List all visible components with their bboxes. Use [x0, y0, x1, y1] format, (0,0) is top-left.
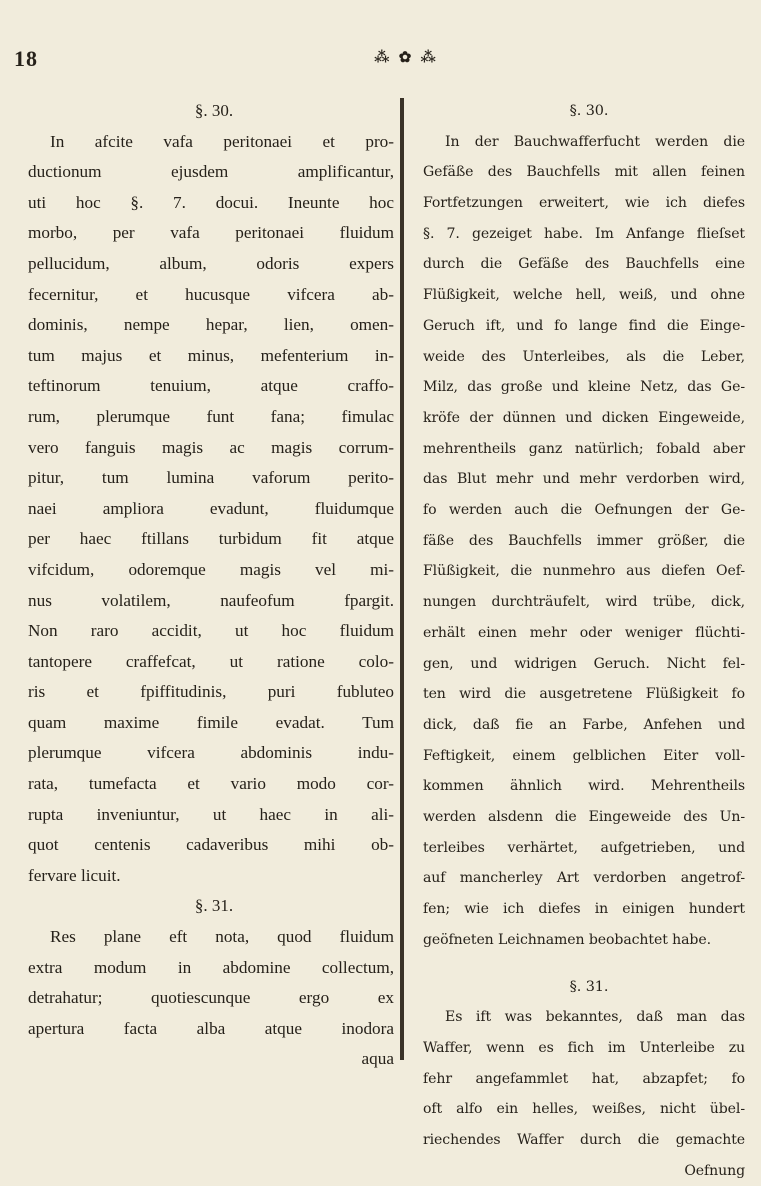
german-section-30-heading: §. 30. — [569, 103, 609, 119]
text-line: fo werden auch die Oefnungen der Ge- — [423, 502, 745, 519]
text-line: fehr angefammlet hat, abzapfet; fo — [423, 1070, 745, 1087]
text-line: per haec ftillans turbidum fit atque — [28, 529, 394, 549]
text-line: dick, daß fie an Farbe, Anfehen und — [423, 716, 745, 733]
text-line: Milz, das große und kleine Netz, das Ge- — [423, 379, 745, 396]
text-line: uti hoc §. 7. docui. Ineunte hoc — [28, 192, 394, 212]
catchword: aqua — [361, 1049, 394, 1069]
text-line: gen, und widrigen Geruch. Nicht fel- — [423, 655, 745, 672]
text-line: Flüßigkeit, die nunmehro aus diefen Oef- — [423, 563, 745, 580]
latin-section-30-heading: §. 30. — [194, 101, 234, 120]
text-line: morbo, per vafa peritonaei fluidum — [28, 223, 394, 243]
text-line: pellucidum, album, odoris expers — [28, 253, 394, 273]
latin-section-31-heading: §. 31. — [194, 896, 234, 916]
text-line: terleibes verhärtet, aufgetrieben, und — [423, 839, 745, 856]
german-section-30-text — [423, 127, 745, 956]
text-line: geöfneten Leichnamen beobachtet habe. — [423, 931, 711, 948]
text-line: rupta inveniuntur, ut haec in ali- — [28, 804, 394, 824]
section-spacer — [423, 956, 745, 972]
text-line: Es ift was bekanntes, daß man das — [445, 1009, 745, 1026]
text-line: plerumque vifcera abdominis indu- — [28, 743, 394, 763]
text-line: fecernitur, et hucusque vifcera ab- — [28, 284, 394, 304]
text-line: Fortfetzungen erweitert, wie ich diefes — [423, 195, 745, 211]
text-line: detrahatur; quotiescunque ergo ex — [28, 988, 394, 1008]
text-line: pitur, tum lumina vaforum perito- — [28, 468, 394, 488]
text-line: nus volatilem, naufeofum fpargit. — [28, 590, 394, 610]
text-line: Non raro accidit, ut hoc fluidum — [28, 621, 394, 641]
text-line: vero fanguis magis ac magis corrum- — [28, 437, 394, 457]
text-line: auf mancherley Art verdorben angetrof- — [423, 870, 745, 887]
german-column — [423, 96, 745, 1186]
text-line: Gefäße des Bauchfells mit allen feinen — [423, 164, 745, 181]
text-line: ductionum ejusdem amplificantur, — [28, 162, 394, 182]
german-section-31-text — [423, 1002, 745, 1186]
catchword: Oefnung — [684, 1162, 745, 1179]
text-line: dominis, nempe hepar, lien, omen- — [28, 315, 394, 335]
text-line: fervare licuit. — [28, 865, 121, 885]
column-divider — [400, 98, 404, 1060]
german-section-31-heading: §. 31. — [569, 978, 609, 995]
text-line: das Blut mehr und mehr verdorben wird, — [423, 471, 745, 488]
text-line: §. 7. gezeiget habe. Im Anfange flieſset — [423, 225, 745, 242]
text-line: quam maxime fimile evadat. Tum — [28, 712, 394, 732]
text-line: riechendes Waffer durch die gemachte — [423, 1131, 745, 1148]
text-line: weide des Unterleibes, als die Leber, — [423, 348, 745, 365]
text-line: Res plane eft nota, quod fluidum — [50, 927, 394, 947]
text-line: vifcidum, odoremque magis vel mi- — [28, 559, 394, 579]
text-line: kröfe der dünnen und dicken Eingeweide, — [423, 409, 745, 426]
text-line: Flüßigkeit, welche hell, weiß, und ohne — [423, 287, 745, 304]
text-line: extra modum in abdomine collectum, — [28, 957, 394, 977]
text-line: Feftigkeit, einem gelblichen Eiter voll- — [423, 747, 745, 764]
text-line: mehrentheils ganz natürlich; fobald aber — [423, 440, 745, 457]
text-line: quot centenis cadaveribus mihi ob- — [28, 835, 394, 855]
text-line: fäße des Bauchfells immer größer, die — [423, 532, 745, 549]
text-line: Geruch ift, und fo lange find die Einge- — [423, 317, 745, 334]
text-line: ten wird die ausgetretene Flüßigkeit fo — [423, 686, 745, 703]
text-line: naei ampliora evadunt, fluidumque — [28, 498, 394, 518]
text-line: oft alfo ein helles, weißes, nicht übel- — [423, 1101, 745, 1118]
text-line: In afcite vafa peritonaei et pro- — [50, 131, 394, 151]
text-line: fen; wie ich diefes in einigen hundert — [423, 901, 745, 918]
latin-section-31-text — [28, 922, 394, 1075]
header-ornament: ⁂ ✿ ⁂ — [374, 48, 438, 66]
text-line: kommen ähnlich wird. Mehrentheils — [423, 778, 745, 795]
text-line: rata, tumefacta et vario modo cor- — [28, 774, 394, 794]
text-line: rum, plerumque funt fana; fimulac — [28, 406, 394, 426]
text-line: nungen durchträufelt, wird trübe, dick, — [423, 594, 745, 611]
text-line: durch die Gefäße des Bauchfells eine — [423, 256, 745, 273]
text-line: In der Bauchwafferfucht werden die — [445, 133, 745, 150]
latin-column — [28, 96, 394, 1075]
text-line: tantopere craffefcat, ut ratione colo- — [28, 651, 394, 671]
text-line: apertura facta alba atque inodora — [28, 1018, 394, 1038]
text-line: erhält einen mehr oder weniger flüchti- — [423, 624, 745, 641]
text-line: teftinorum tenuium, atque craffo- — [28, 376, 394, 396]
text-line: Waffer, wenn es fich im Unterleibe zu — [423, 1039, 745, 1056]
text-line: tum majus et minus, mefenterium in- — [28, 345, 394, 365]
text-line: werden alsdenn die Eingeweide des Un- — [423, 809, 745, 826]
text-line: ris et fpiffitudinis, puri fubluteo — [28, 682, 394, 702]
page-number: 18 — [14, 46, 38, 71]
latin-section-30-text — [28, 127, 394, 892]
